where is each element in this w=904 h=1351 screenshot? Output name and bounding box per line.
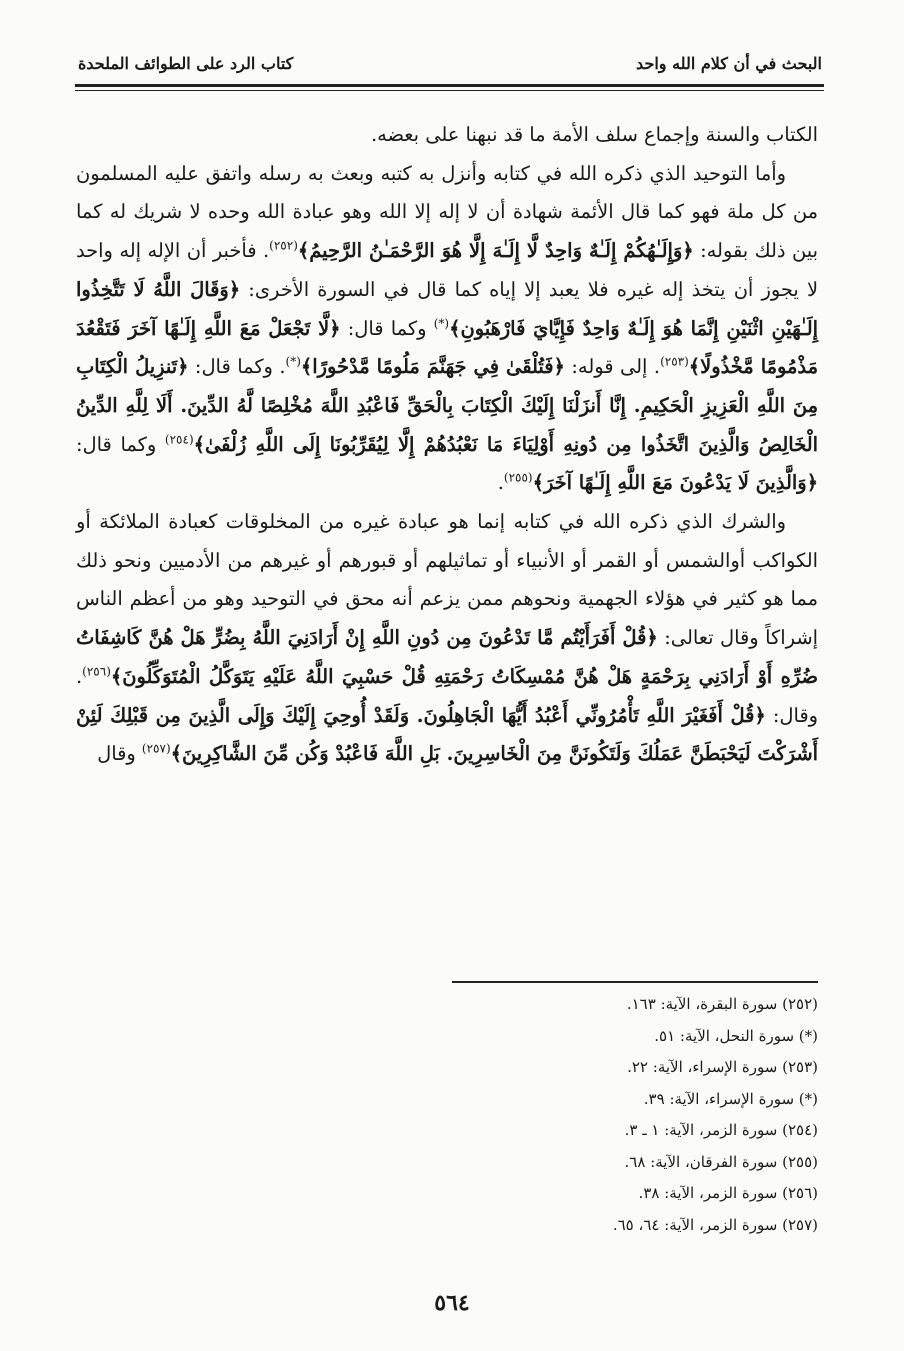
footnote-reference: (*) (285, 354, 301, 369)
main-text (76, 116, 818, 774)
body-text-run: الكتاب والسنة وإجماع سلف الأمة ما قد نبهنا على بعضه. (370, 123, 818, 146)
footnote-item: (٢٥٢) سورة البقرة، الآية: ١٦٣. (626, 995, 818, 1013)
footnote-reference: (٢٥٦) (82, 664, 111, 679)
header-rule-thick (75, 84, 824, 87)
footnote-item: (٢٥٧) سورة الزمر، الآية: ٦٤، ٦٥. (612, 1215, 818, 1234)
quran-quote: ﴿تَنزِيلُ الْكِتَابِ مِنَ اللَّهِ الْعَزِيزِ الْحَكِيمِ. إِنَّا أَنزَلْنَا إِلَيْكَ الْكِتَابَ بِالْحَقِّ فَاعْبُدِ اللَّهَ مُخْلِصًا لَّهُ الدِّينَ. أَلَا لِلَّهِ الدِّينُ الْخَالِصُ وَالَّذِينَ اتَّخَذُوا مِن دُونِهِ أَوْلِيَاءَ مَا نَعْبُدُهُمْ إِلَّا لِيُقَرِّبُونَا إِلَى اللَّهِ زُلْفَىٰ﴾ (76, 355, 819, 456)
header-chapter-title: البحث في أن كلام الله واحد (636, 53, 822, 73)
body-text-run: وأما التوحيد الذي ذكره الله في كتابه وأنزل به كتبه وبعث به رسله واتفق عليه المسلمون من كل ملة فهو كما قال الأئمة شهادة أن لا إله إلا الله وهو عبادة الله وحده لا شريك له كما بين ذلك بقوله: (76, 161, 819, 263)
quran-quote: ﴿وَإِلَـٰهُكُمْ إِلَـٰهٌ وَاحِدٌ لَّا إِلَـٰهَ إِلَّا هُوَ الرَّحْمَـٰنُ الرَّحِيمُ﴾ (297, 239, 694, 263)
quran-quote: ﴿وَالَّذِينَ لَا يَدْعُونَ مَعَ اللَّهِ إِلَـٰهًا آخَرَ﴾ (532, 471, 818, 495)
quran-quote: ﴿لَّا تَجْعَلْ مَعَ اللَّهِ إِلَـٰهًا آخَرَ فَتَقْعُدَ مَذْمُومًا مَّخْذُولًا﴾ (76, 316, 818, 379)
footnote-item: (٢٥٣) سورة الإسراء، الآية: ٢٢. (627, 1058, 818, 1076)
header-book-title: كتاب الرد على الطوائف الملحدة (78, 53, 294, 73)
paragraph (76, 503, 818, 774)
body-text-run: . فأخبر أن الإله إله واحد لا يجوز أن يتخذ إله غيره فلا يعبد إلا إياه كما قال في السورة الأخرى: (76, 239, 818, 301)
body-text-run: . (497, 471, 504, 495)
footnote-item: (٢٥٥) سورة الفرقان، الآية: ٦٨. (624, 1152, 818, 1171)
footnote-item: (*) سورة الإسراء، الآية: ٣٩. (643, 1089, 818, 1108)
body-text-run: . وكما قال: (188, 355, 286, 379)
footnote-separator (452, 981, 818, 983)
page-number: ٥٦٤ (434, 1290, 470, 1316)
body-text-run: . إلى قوله: (564, 355, 661, 379)
footnote-reference: (٢٥٥) (503, 470, 533, 485)
quran-quote: ﴿فَتُلْقَىٰ فِي جَهَنَّمَ مَلُومًا مَّدْحُورًا﴾ (300, 355, 565, 379)
quran-quote: ﴿قُلْ أَفَرَأَيْتُم مَّا تَدْعُونَ مِن دُونِ اللَّهِ إِنْ أَرَادَنِيَ اللَّهُ بِضُرٍّ هَلْ هُنَّ كَاشِفَاتُ ضُرِّهِ أَوْ أَرَادَنِي بِرَحْمَةٍ هَلْ هُنَّ مُمْسِكَاتُ رَحْمَتِهِ قُلْ حَسْبِيَ اللَّهُ عَلَيْهِ يَتَوَكَّلُ الْمُتَوَكِّلُونَ﴾ (76, 626, 818, 688)
footnote-reference: (*) (433, 316, 450, 331)
footnote-item: (٢٥٤) سورة الزمر، الآية: ١ ـ ٣. (624, 1121, 818, 1139)
quran-quote: ﴿قُلْ أَفَغَيْرَ اللَّهِ تَأْمُرُونِّي أَعْبُدُ أَيُّهَا الْجَاهِلُونَ. وَلَقَدْ أُوحِيَ إِلَيْكَ وَإِلَى الَّذِينَ مِن قَبْلِكَ لَئِنْ أَشْرَكْتَ لَيَحْبَطَنَّ عَمَلُكَ وَلَتَكُونَنَّ مِنَ الْخَاسِرِينَ. بَلِ اللَّهَ فَاعْبُدْ وَكُن مِّنَ الشَّاكِرِينَ﴾ (76, 703, 818, 766)
footnote-reference: (٢٥٣) (660, 354, 689, 369)
footnote-reference: (٢٥٤) (164, 432, 194, 447)
header-rule-thin (75, 90, 824, 91)
paragraph (76, 116, 818, 155)
paragraph (76, 155, 818, 503)
quran-quote: ﴿وَقَالَ اللَّهُ لَا تَتَّخِذُوا إِلَـٰهَيْنِ اثْنَيْنِ إِنَّمَا هُوَ إِلَـٰهٌ وَاحِدٌ فَإِيَّايَ فَارْهَبُونِ﴾ (76, 277, 818, 340)
body-text-run: وكما قال: (340, 316, 434, 340)
footnote-item: (٢٥٦) سورة الزمر، الآية: ٣٨. (638, 1184, 818, 1202)
running-header (78, 46, 822, 80)
body-text-run: . وقال: (76, 664, 819, 727)
body-text-run: والشرك الذي ذكره الله في كتابه إنما هو عبادة غيره من المخلوقات كعبادة الملائكة أو الكواكب أوالشمس أو القمر أو الأنبياء أو تماثيلهم أو قبورهم أو غيرهم من الأدميين ونحو ذلك مما هو كثير في هؤلاء الجهمية ونحوهم ممن يزعم أنه محق في التوحيد وهو من أعظم الناس إشراكاً وقال تعالى: (76, 510, 818, 650)
footnotes (300, 989, 818, 1241)
footnote-reference: (٢٥٧) (141, 741, 171, 756)
footnote-item: (*) سورة النحل، الآية: ٥١. (654, 1026, 818, 1045)
body-text-run: وقال (97, 742, 142, 766)
body-text-run: وكما قال: (76, 432, 165, 456)
footnote-reference: (٢٥٢) (269, 238, 298, 253)
